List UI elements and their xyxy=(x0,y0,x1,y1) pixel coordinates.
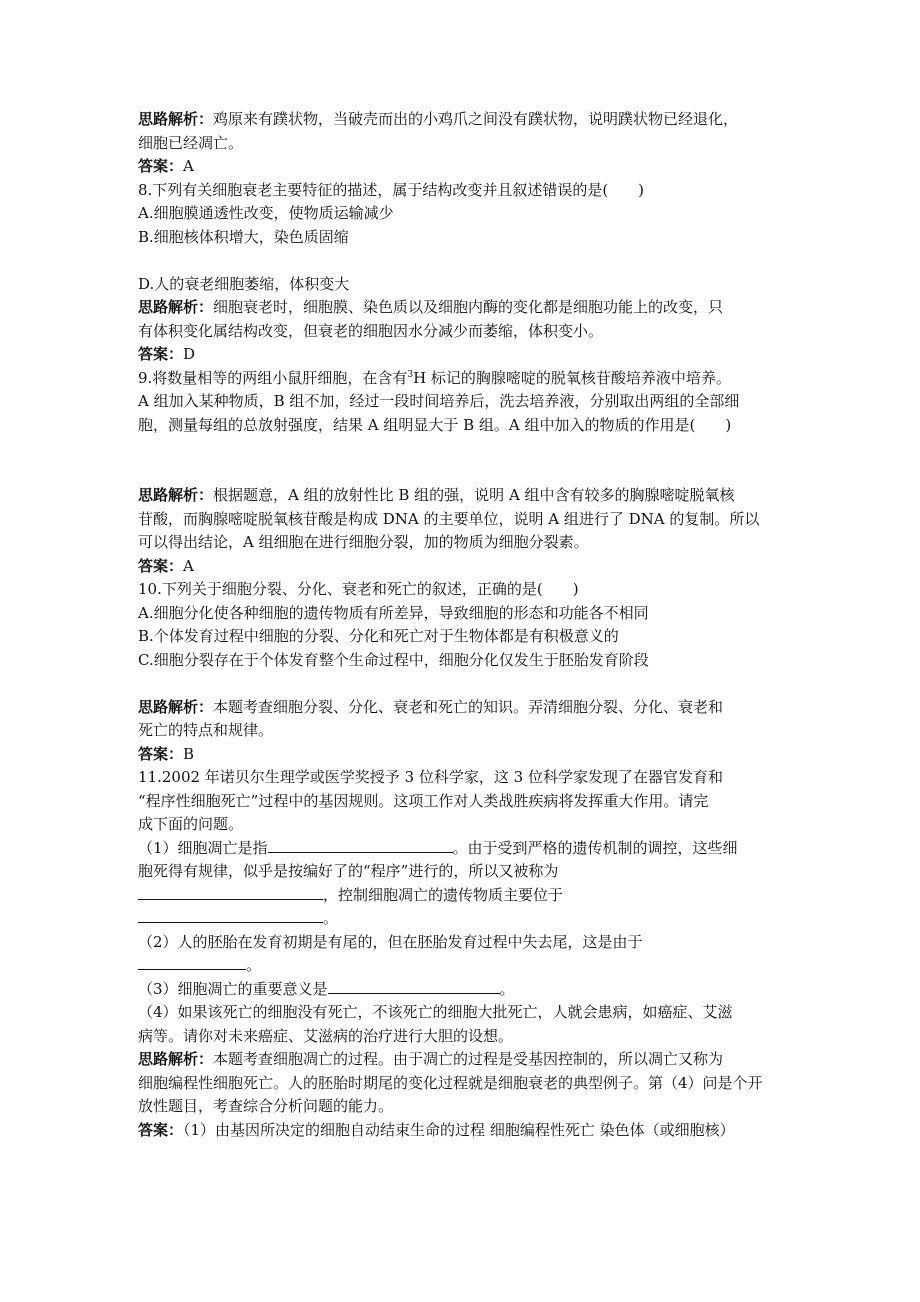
q10-option-b: B.个体发育过程中细胞的分裂、分化和死亡对于生物体都是有积极意义的 xyxy=(138,627,619,645)
q11-part4-line-2: 病等。请你对未来癌症、艾滋病的治疗进行大胆的设想。 xyxy=(138,1026,514,1045)
analysis-label: 思路解析： xyxy=(138,110,214,128)
fill-blank-2[interactable] xyxy=(138,885,323,900)
q11-part4-line-1: （4）如果该死亡的细胞没有死亡，不该死亡的细胞大批死亡，人就会患病，如癌症、艾滋 xyxy=(138,1003,733,1021)
q8-analysis-line-2: 有体积变化属结构改变，但衰老的细胞因水分减少而萎缩，体积变小。 xyxy=(138,321,604,340)
q11-analysis-line-1 xyxy=(138,1048,788,1072)
part1-end: 。 xyxy=(323,909,339,927)
q10-stem: 10.下列关于细胞分裂、分化、衰老和死亡的叙述，正确的是( ) xyxy=(138,580,579,598)
analysis-label: 思路解析： xyxy=(138,486,214,504)
q10-option-c: C.细胞分裂存在于个体发育整个生命过程中，细胞分化仅发生于胚胎发育阶段 xyxy=(138,650,649,669)
answer-label: 答案： xyxy=(138,556,184,575)
part2-end: 。 xyxy=(246,956,262,974)
q8-analysis-line-1 xyxy=(138,296,788,320)
q9-analysis-line-3: 可以得出结论，A 组细胞在进行细胞分裂，加的物质为细胞分裂素。 xyxy=(138,533,589,551)
spacer xyxy=(138,249,788,273)
q11-analysis-line-3: 放性题目，考查综合分析问题的能力。 xyxy=(138,1097,394,1115)
answer-value: B xyxy=(183,744,195,763)
spacer xyxy=(138,672,788,696)
q7-answer xyxy=(138,155,788,179)
answer-value: A xyxy=(183,157,194,175)
answer-value: D xyxy=(183,345,196,363)
q8-answer xyxy=(138,343,788,367)
q10-analysis-line-1 xyxy=(138,696,788,720)
q11-part1-line-1 xyxy=(138,837,788,861)
q11-part1-line-3 xyxy=(138,884,788,908)
answer-value: A xyxy=(183,556,194,575)
q9-answer xyxy=(138,555,788,579)
part3-prefix: （3）细胞凋亡的重要意义是 xyxy=(138,979,328,998)
fill-blank-5[interactable] xyxy=(328,979,500,994)
answer-label: 答案： xyxy=(138,1120,184,1139)
q11-part3 xyxy=(138,978,788,1002)
q8-stem: 8.下列有关细胞衰老主要特征的描述，属于结构改变并且叙述错误的是( ) xyxy=(138,180,645,199)
analysis-label: 思路解析： xyxy=(138,697,214,716)
q8-option-d: D.人的衰老细胞萎缩，体积变大 xyxy=(138,274,350,293)
answer-label: 答案： xyxy=(138,345,184,363)
q11-stem-line-1: 11.2002 年诺贝尔生理学或医学奖授予 3 位科学家，这 3 位科学家发现了在器官发育和 xyxy=(138,768,723,786)
q7-analysis-line-2: 细胞已经凋亡。 xyxy=(138,133,244,152)
q9-analysis-line-1 xyxy=(138,484,788,508)
q11-part2-line-2 xyxy=(138,954,788,978)
analysis-text: 根据题意，A 组的放射性比 B 组的强，说明 A 组中含有较多的胸腺嘧啶脱氧核 xyxy=(213,486,735,504)
analysis-text: 本题考查细胞凋亡的过程。由于凋亡的过程是受基因控制的，所以凋亡又称为 xyxy=(213,1050,724,1068)
q7-analysis-line-1 xyxy=(138,108,788,132)
analysis-text: 鸡原来有蹼状物，当破壳而出的小鸡爪之间没有蹼状物，说明蹼状物已经退化， xyxy=(213,110,739,128)
fill-blank-4[interactable] xyxy=(138,955,246,970)
analysis-text: 细胞衰老时，细胞膜、染色质以及细胞内酶的变化都是细胞功能上的改变，只 xyxy=(213,298,724,316)
q10-answer xyxy=(138,743,788,767)
answer-value: （1）由基因所决定的细胞自动结束生命的过程 细胞编程性死亡 染色体（或细胞核） xyxy=(183,1120,735,1139)
document-page xyxy=(138,108,788,1142)
q9-stem-pre: 9.将数量相等的两组小鼠肝细胞，在含有 xyxy=(138,368,408,387)
q9-stem-line-1 xyxy=(138,367,788,391)
analysis-label: 思路解析： xyxy=(138,1050,214,1068)
q9-stem-post: H 标记的胸腺嘧啶的脱氧核苷酸培养液中培养。 xyxy=(413,368,731,387)
spacer xyxy=(138,437,788,484)
q9-analysis-line-2: 苷酸，而胸腺嘧啶脱氧核苷酸是构成 DNA 的主要单位，说明 A 组进行了 DNA 的复制。所以 xyxy=(138,509,760,528)
fill-blank-1[interactable] xyxy=(268,838,453,853)
analysis-text: 本题考查细胞分裂、分化、衰老和死亡的知识。弄清细胞分裂、分化、衰老和 xyxy=(213,697,724,716)
fill-blank-3[interactable] xyxy=(138,908,323,923)
q10-analysis-line-2: 死亡的特点和规律。 xyxy=(138,721,274,739)
answer-label: 答案： xyxy=(138,157,184,175)
q11-part1-line-4 xyxy=(138,907,788,931)
q11-part1-line-2: 胞死得有规律，似乎是按编好了的“程序”进行的，所以又被称为 xyxy=(138,862,559,880)
q11-stem-line-3: 成下面的问题。 xyxy=(138,815,244,833)
part1-suffix: 。由于受到严格的遗传机制的调控，这些细 xyxy=(452,838,738,857)
q9-stem-line-3: 胞，测量每组的总放射强度，结果 A 组明显大于 B 组。A 组中加入的物质的作用是( ) xyxy=(138,415,732,434)
q11-stem-line-2: “程序性细胞死亡”过程中的基因规则。这项工作对人类战胜疾病将发挥重大作用。请完 xyxy=(138,791,709,810)
part1-control: ，控制细胞凋亡的遗传物质主要位于 xyxy=(323,885,564,904)
isotope-superscript: 3 xyxy=(407,369,414,380)
q11-analysis-line-2: 细胞编程性细胞死亡。人的胚胎时期尾的变化过程就是细胞衰老的典型例子。第（4）问是个开 xyxy=(138,1073,763,1092)
q8-option-b: B.细胞核体积增大，染色质固缩 xyxy=(138,227,349,246)
part1-prefix: （1）细胞凋亡是指 xyxy=(138,838,268,857)
q10-option-a: A.细胞分化使各种细胞的遗传物质有所差异，导致细胞的形态和功能各不相同 xyxy=(138,603,649,622)
q11-part2-line-1: （2）人的胚胎在发育初期是有尾的，但在胚胎发育过程中失去尾，这是由于 xyxy=(138,932,643,951)
q9-stem-line-2: A 组加入某种物质，B 组不加，经过一段时间培养后，洗去培养液，分别取出两组的全部细 xyxy=(138,392,740,410)
q11-answer xyxy=(138,1119,788,1143)
analysis-label: 思路解析： xyxy=(138,298,214,316)
part3-end: 。 xyxy=(499,979,515,998)
answer-label: 答案： xyxy=(138,744,184,763)
q8-option-a: A.细胞膜通透性改变，使物质运输减少 xyxy=(138,204,394,222)
